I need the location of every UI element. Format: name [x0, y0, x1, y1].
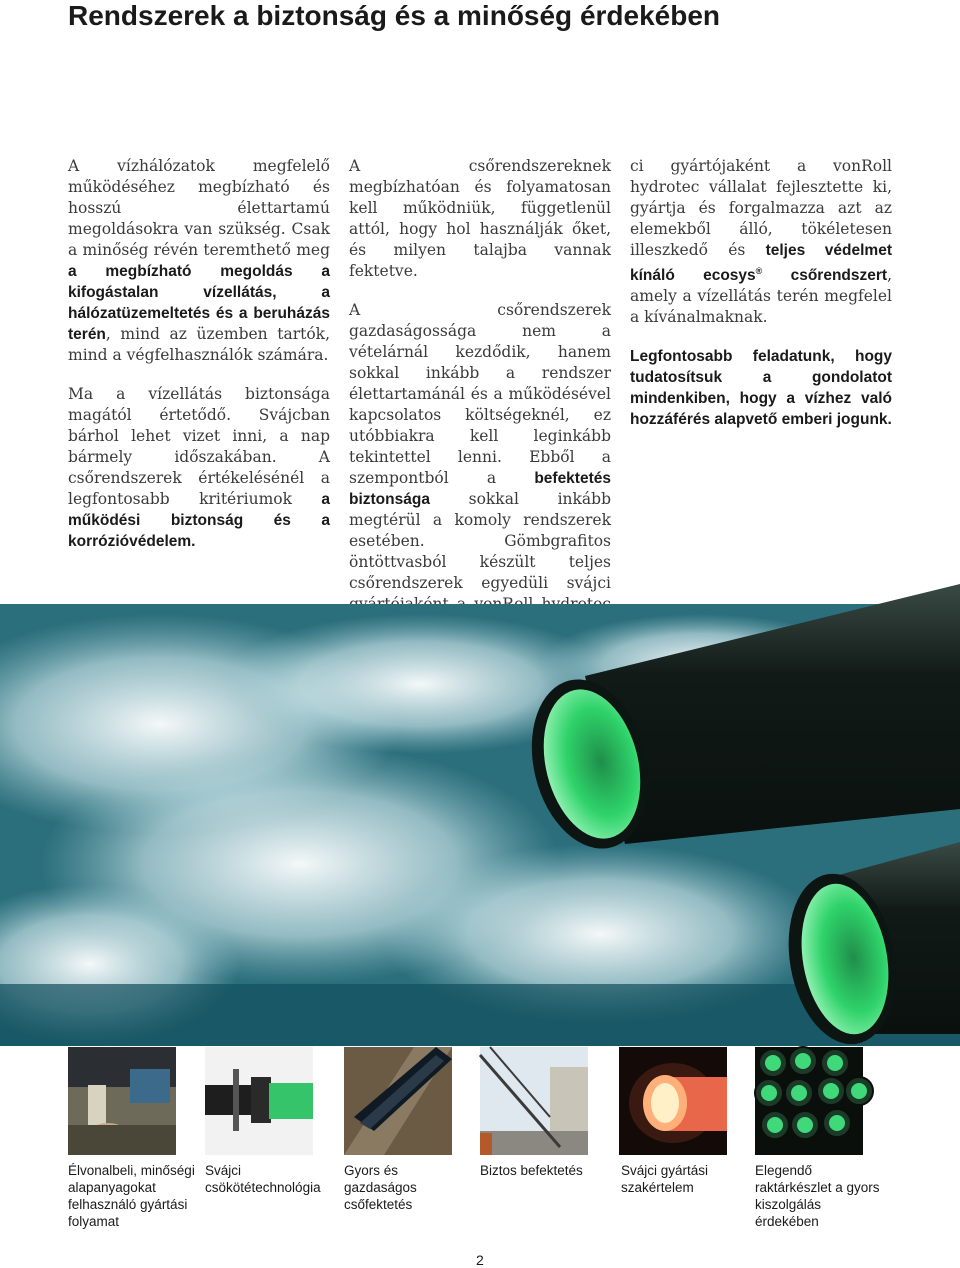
- pipe-joint-photo: [205, 1047, 313, 1155]
- laboratory-photo: [68, 1047, 176, 1155]
- text: , amely a vízellátás terén megfelel a kívánalmaknak.: [630, 266, 892, 327]
- emphasis-text: a működési biztonság és a korrózióvédelem.: [68, 491, 330, 550]
- glowing-pipe-photo: [619, 1047, 727, 1155]
- water-pipes-photo: [0, 604, 960, 1046]
- text: A csőrendszerek gazdaságossága nem a vételárnál kezdődik, hanem sokkal inkább a rendszer élettartamánál és a működésével kapcsolatos költségeknél, ez utóbbiakra kell leginkább tekintettel lenni. Ebből a szempontból a: [349, 301, 611, 487]
- pipe-laying-photo: [344, 1047, 452, 1155]
- caption-3: Gyors és gazdaságos csőfektetés: [344, 1163, 417, 1212]
- paragraph-highlight: Legfontosabb feladatunk, hogy tudatosítsuk a gondolatot mindenkiben, hogy a vízhez való hozzáférés alapvető emberi jogunk.: [630, 348, 892, 429]
- text-column-1: [68, 156, 330, 570]
- text: , mind az üzemben tartók, mind a végfelhasználók számára.: [68, 325, 330, 364]
- registered-mark: ®: [755, 266, 763, 276]
- paragraph: A csőrendszereknek megbízhatóan és folyamatosan kell működniük, függetlenül attól, hogy hol használják őket, és milyen talajba vannak fektetve.: [349, 157, 611, 280]
- emphasis-text: csőrendszert: [762, 267, 888, 285]
- emphasis-text: teljes védelmet kínáló ecosys: [630, 242, 892, 285]
- text-column-3: [630, 156, 892, 448]
- text: ci gyártójaként a vonRoll hydrotec vállalat fejlesztette ki, gyártja és forgalmazza azt az elemekből álló, tökéletesen illeszkedő és: [630, 157, 892, 259]
- text: Ma a vízellátás biztonsága magától értetődő. Svájcban bárhol lehet vizet inni, a nap bármely időszakában. A csőrendszerek értékelésénél a legfontosabb kritériumok: [68, 385, 330, 508]
- caption-4: Biztos befektetés: [480, 1163, 583, 1178]
- paragraph: [630, 156, 892, 328]
- pipe-stock-photo: [755, 1047, 863, 1155]
- page-title: Rendszerek a biztonság és a minőség érdekében: [68, 0, 721, 31]
- caption-2: Svájci csökötétechnológia: [205, 1163, 321, 1195]
- caption-6: Elegendő raktárkészlet a gyors kiszolgálás érdekében: [755, 1163, 880, 1229]
- page-number: 2: [476, 1252, 484, 1268]
- bridge-construction-photo: [480, 1047, 588, 1155]
- text: sokkal inkább megtérül a komoly rendszerek esetében. Gömbgrafitos öntöttvasból készült teljes csőrendszerek egyedüli svájci: [349, 490, 611, 592]
- paragraph: [68, 156, 330, 366]
- emphasis-text: befektetés biztonsága: [349, 470, 611, 508]
- paragraph: [68, 384, 330, 552]
- caption-5: Svájci gyártási szakértelem: [621, 1163, 709, 1195]
- caption-1: Élvonalbeli, minőségi alapanyagokat felhasználó gyártási folyamat: [68, 1163, 195, 1229]
- text: A vízhálózatok megfelelő működéséhez megbízható és hosszú élettartamú megoldásokra van szükség. Csak a minőség révén teremthető meg: [68, 157, 330, 259]
- text-column-2: [349, 156, 611, 592]
- emphasis-text: a megbízható megoldás a kifogástalan vízellátás, a hálózatüzemeltetés és a beruházás terén: [68, 263, 330, 343]
